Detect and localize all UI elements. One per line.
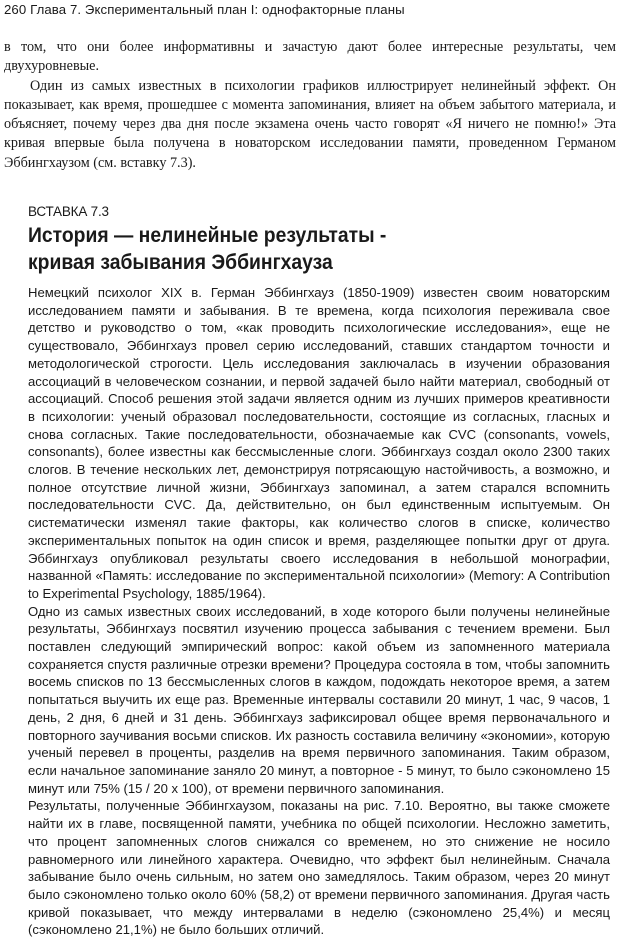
paragraph-continued: в том, что они более информативны и зачастую дают более интересные результаты, чем двухуровневые. — [4, 39, 616, 75]
box-title — [28, 222, 562, 276]
box-paragraph: Результаты, полученные Эббингхаузом, показаны на рис. 7.10. Вероятно, вы также сможете найти их в главе, посвященной памяти, учебника по общей психологии. Несложно заметить, что процент запомненных слогов снижался со временем, но это снижение не носило равномерного или линейного характера. Очевидно, что эффект был нелинейным. Сначала забывание было очень сильным, но затем оно замедлялось. Таким образом, через 20 минут было сэкономлено только около 60% (58,2) от времени первичного запоминания. Другая часть кривой показывает, что между интервалами в неделю (сэкономлено 25,4%) и месяц (сэкономлено 21,1%) не было больших отличий. — [28, 798, 610, 938]
paragraph: Один из самых известных в психологии графиков иллюстрирует нелинейный эффект. Он показывает, как время, прошедшее с момента запоминания, влияет на объем забытого материала, и объясняет, почему через два дня после экзамена очень часто говорят «Я ничего не помню!» Эта кривая впервые была получена в новаторском исследовании памяти, проведенном Германом Эббингхаузом (см. вставку 7.3). — [4, 77, 616, 171]
box-paragraph: Немецкий психолог XIX в. Герман Эббингхауз (1850-1909) известен своим новаторским исследованием памяти и забывания. В те времена, когда психология переживала свое детство и руководство о том, «как проводить психологические исследования», еще не существовало, Эббингхауз провел серию исследований, ставших стандартом точности и методологической строгости. Цель исследования заключалась в изучении образования ассоциаций в человеческом сознании, и первой задачей было найти материал, свободный от ассоциаций. Способ решения этой задачи является одним из лучших примеров креативности в психологии: ученый образовал последовательности, состоящие из согласных, гласных и снова согласных. Такие последовательности, обозначаемые как CVC (consonants, vowels, consonants), более известны как бессмысленные слоги. Эббингхауз создал около 2300 таких слогов. В течение нескольких лет, демонстрируя потрясающую настойчивость, а возможно, и полное отсутствие личной жизни, Эббингхауз запоминал, а затем старался вспомнить последовательности CVC. Да, действительно, он был единственным испытуемым. Он систематически изменял такие факторы, как количество слогов в списке, количество экспериментальных попыток на один список и время, разделяющее попытки друг от друга. Эббингхауз опубликовал результаты своего исследования в небольшой монографии, названной «Память: исследование по экспериментальной психологии» (Memory: A Contribution to Experimental Psychology, 1885/1964). — [28, 285, 610, 601]
box-text — [28, 284, 610, 939]
box-label: ВСТАВКА 7.3 — [28, 204, 109, 219]
main-text — [4, 38, 616, 173]
box-paragraph: Одно из самых известных своих исследований, в ходе которого были получены нелинейные результаты, Эббингхауз посвятил изучению процесса забывания с течением времени. Был поставлен следующий эмпирический вопрос: какой объем из запомненного материала сохраняется спустя различные отрезки времени? Процедура состояла в том, чтобы запомнить восемь списков по 13 бессмысленных слогов в каждом, подождать некоторое время, а затем попытаться выучить их еще раз. Временные интервалы составили 20 минут, 1 час, 9 часов, 1 день, 2 дня, 6 дней и 31 день. Эббингхауз зафиксировал общее время первоначального и повторного заучивания восьми списков. Их разность составила величину «экономии», которую ученый перевел в проценты, разделив на время первичного запоминания. Таким образом, если начальное запоминание заняло 20 минут, а повторное - 5 минут, то было сэкономлено 15 минут или 75% (15 / 20 x 100), от времени первичного запоминания. — [28, 603, 610, 796]
box-title-line: кривая забывания Эббингхауза — [28, 251, 333, 274]
box-title-line: История — нелинейные результаты - — [28, 224, 387, 247]
running-head: 260 Глава 7. Экспериментальный план I: однофакторные планы — [4, 2, 405, 17]
